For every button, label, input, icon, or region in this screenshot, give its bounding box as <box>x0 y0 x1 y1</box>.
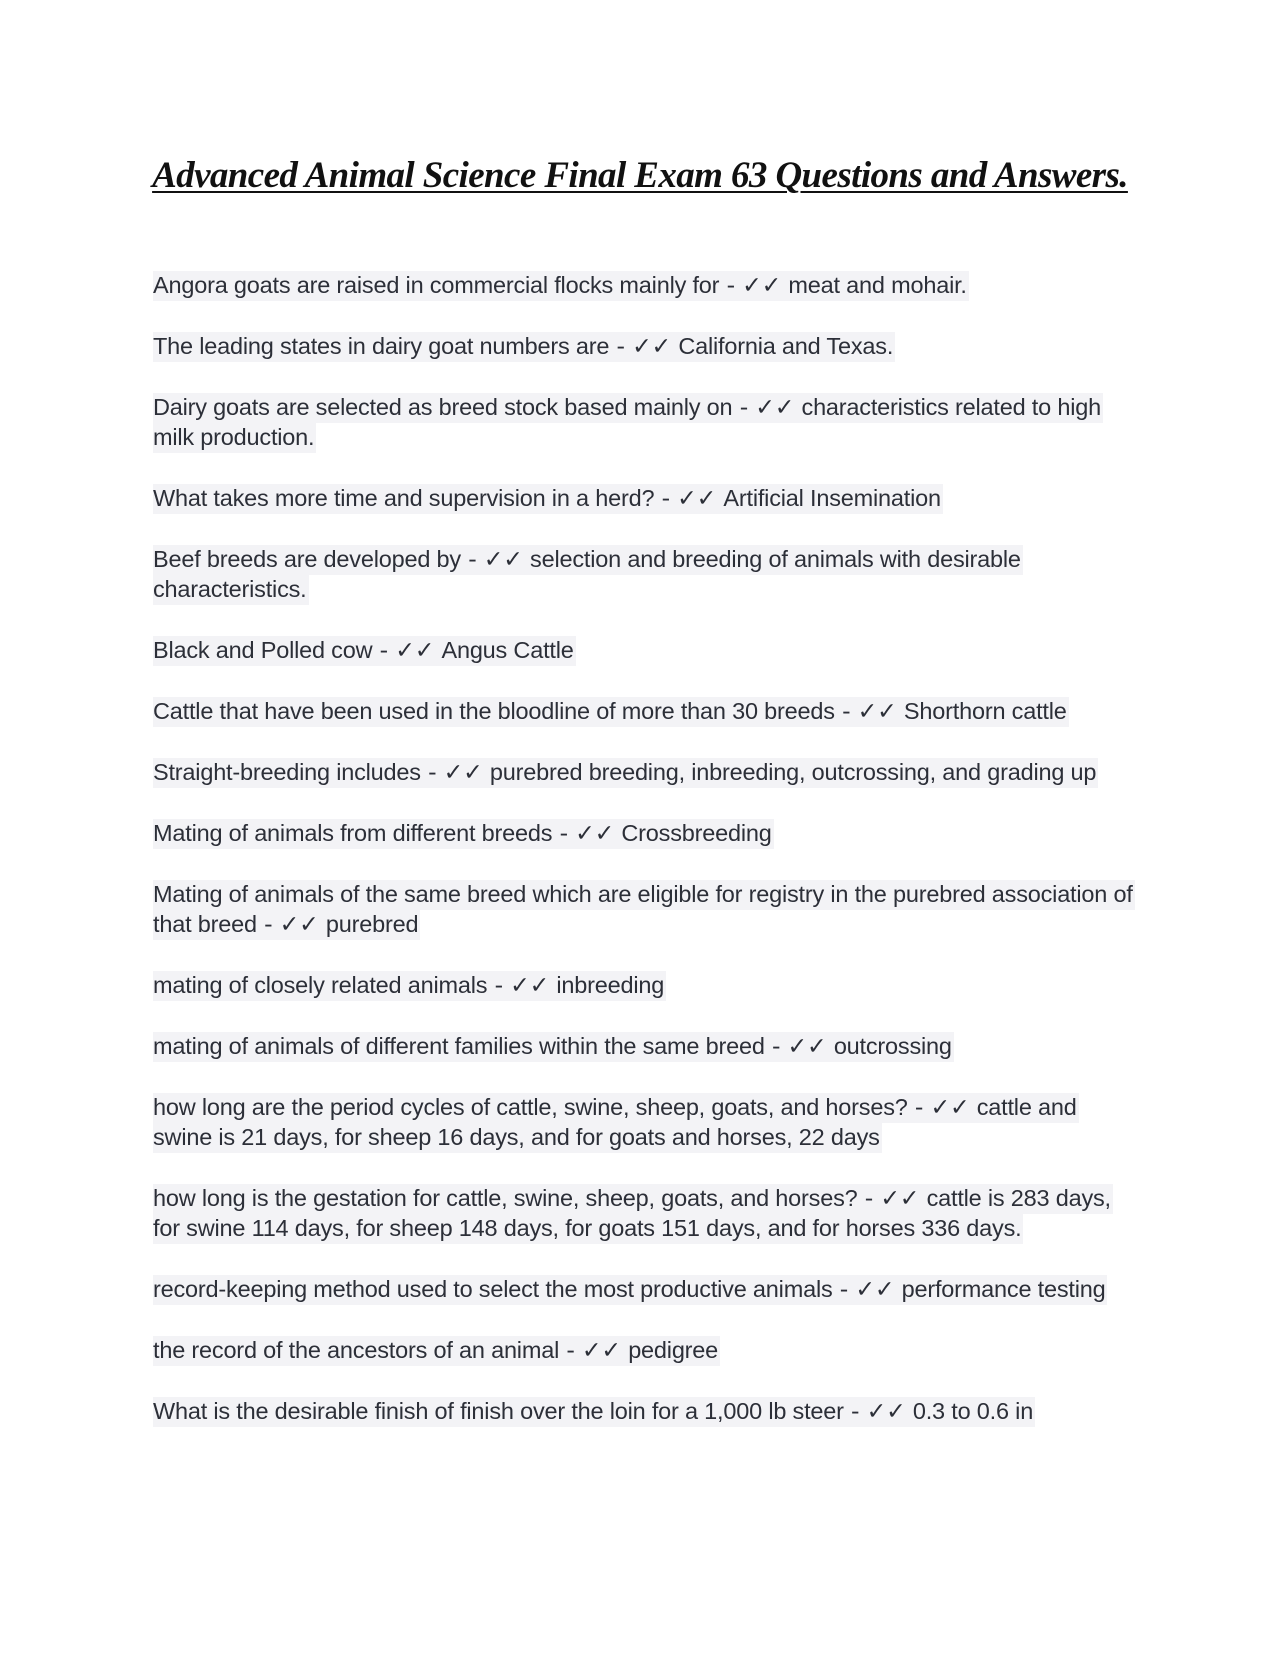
qa-highlight <box>153 697 1069 727</box>
qa-item <box>153 483 1133 513</box>
answer-text: meat and mohair. <box>788 272 967 298</box>
answer-separator: - ✓✓ <box>460 545 531 573</box>
answer-text: Shorthorn cattle <box>903 698 1067 724</box>
answer-text: Artificial Insemination <box>723 485 941 511</box>
answer-separator: - ✓✓ <box>552 819 622 847</box>
answer-text: selection and breeding of animals with desirable characteristics. <box>153 546 1021 602</box>
answer-separator: - ✓✓ <box>843 1397 913 1425</box>
qa-item <box>153 879 1133 939</box>
qa-highlight <box>153 271 969 301</box>
qa-highlight <box>153 1397 1035 1427</box>
qa-item <box>153 1031 1133 1061</box>
qa-highlight <box>153 1184 1113 1244</box>
answer-separator: - ✓✓ <box>857 1184 927 1212</box>
qa-highlight <box>153 332 895 362</box>
answer-separator: - ✓✓ <box>609 332 679 360</box>
question-text: Dairy goats are selected as breed stock based mainly on <box>153 394 733 420</box>
qa-highlight <box>153 758 1098 788</box>
qa-list <box>153 270 1133 1457</box>
qa-highlight <box>153 1093 1079 1153</box>
question-text: how long are the period cycles of cattle, swine, sheep, goats, and horses? <box>153 1094 908 1120</box>
question-text: the record of the ancestors of an animal <box>153 1337 560 1363</box>
answer-separator: - ✓✓ <box>834 697 904 725</box>
qa-highlight <box>153 1336 720 1366</box>
qa-item <box>153 1335 1133 1365</box>
answer-separator: - ✓✓ <box>256 910 326 938</box>
question-text: The leading states in dairy goat numbers are <box>153 333 610 359</box>
answer-separator: - ✓✓ <box>764 1032 834 1060</box>
answer-separator: - ✓✓ <box>654 484 724 512</box>
qa-item <box>153 757 1133 787</box>
answer-text: cattle is 283 days, for swine 114 days, for sheep 148 days, for goats 151 days, and for horses 336 days. <box>153 1185 1111 1241</box>
qa-highlight <box>153 1032 954 1062</box>
answer-separator: - ✓✓ <box>487 971 557 999</box>
answer-text: purebred <box>325 911 419 937</box>
answer-separator: - ✓✓ <box>719 271 789 299</box>
qa-item <box>153 1092 1133 1152</box>
qa-highlight <box>153 819 774 849</box>
qa-highlight <box>153 880 1135 940</box>
qa-item <box>153 635 1133 665</box>
qa-item <box>153 544 1133 604</box>
qa-highlight <box>153 484 943 514</box>
answer-separator: - ✓✓ <box>832 1275 902 1303</box>
question-text: What takes more time and supervision in a herd? <box>153 485 655 511</box>
question-text: record-keeping method used to select the most productive animals <box>153 1276 833 1302</box>
question-text: Beef breeds are developed by <box>153 546 461 572</box>
answer-separator: - ✓✓ <box>732 393 802 421</box>
answer-text: pedigree <box>628 1337 719 1363</box>
answer-text: purebred breeding, inbreeding, outcrossing, and grading up <box>489 759 1097 785</box>
qa-highlight <box>153 393 1103 453</box>
question-text: Cattle that have been used in the bloodline of more than 30 breeds <box>153 698 835 724</box>
answer-text: characteristics related to high milk production. <box>153 394 1101 450</box>
qa-highlight <box>153 545 1023 605</box>
answer-text: Angus Cattle <box>441 637 574 663</box>
answer-text: performance testing <box>901 1276 1106 1302</box>
question-text: Mating of animals of the same breed which are eligible for registry in the purebred association of that breed <box>153 881 1133 937</box>
question-text: Straight-breeding includes <box>153 759 421 785</box>
answer-separator: - ✓✓ <box>907 1093 977 1121</box>
question-text: mating of closely related animals <box>153 972 488 998</box>
qa-highlight <box>153 971 666 1001</box>
answer-text: outcrossing <box>833 1033 952 1059</box>
answer-text: Crossbreeding <box>621 820 772 846</box>
qa-highlight <box>153 1275 1107 1305</box>
question-text: Black and Polled cow <box>153 637 373 663</box>
question-text: What is the desirable finish of finish over the loin for a 1,000 lb steer <box>153 1398 844 1424</box>
answer-text: California and Texas. <box>678 333 894 359</box>
question-text: mating of animals of different families within the same breed <box>153 1033 765 1059</box>
answer-separator: - ✓✓ <box>420 758 490 786</box>
answer-separator: - ✓✓ <box>559 1336 629 1364</box>
qa-item <box>153 696 1133 726</box>
qa-item <box>153 1274 1133 1304</box>
qa-item <box>153 331 1133 361</box>
answer-separator: - ✓✓ <box>372 636 442 664</box>
question-text: Angora goats are raised in commercial flocks mainly for <box>153 272 720 298</box>
answer-text: inbreeding <box>556 972 665 998</box>
question-text: how long is the gestation for cattle, swine, sheep, goats, and horses? <box>153 1185 858 1211</box>
qa-item <box>153 970 1133 1000</box>
qa-item <box>153 1396 1133 1426</box>
answer-text: cattle and swine is 21 days, for sheep 16 days, and for goats and horses, 22 days <box>153 1094 1077 1150</box>
qa-item <box>153 1183 1133 1243</box>
qa-highlight <box>153 636 576 666</box>
question-text: Mating of animals from different breeds <box>153 820 553 846</box>
qa-item <box>153 392 1133 452</box>
qa-item <box>153 270 1133 300</box>
document-title: Advanced Animal Science Final Exam 63 Questions and Answers. <box>152 155 1128 196</box>
qa-item <box>153 818 1133 848</box>
answer-text: 0.3 to 0.6 in <box>912 1398 1034 1424</box>
